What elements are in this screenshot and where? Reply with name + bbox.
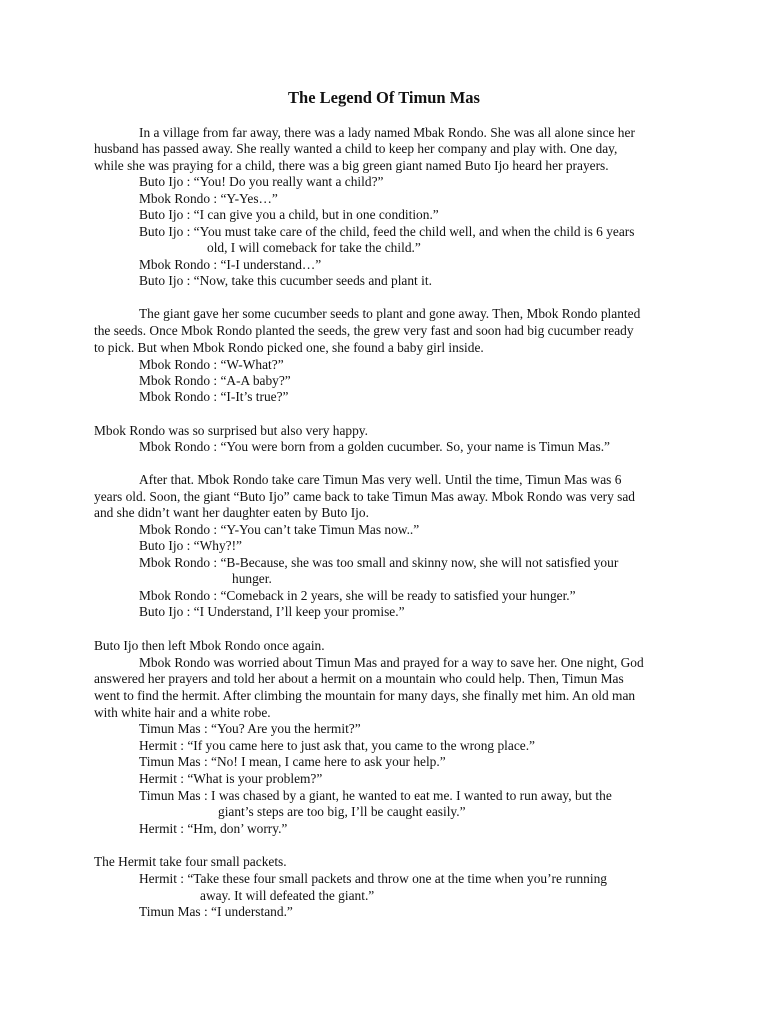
dialogue-line: Timun Mas : “No! I mean, I came here to ask your help.” bbox=[139, 754, 446, 769]
dialogue-line: Buto Ijo : “Why?!” bbox=[139, 538, 242, 553]
dialogue-line: Mbok Rondo : “Comeback in 2 years, she will be ready to satisfied your hunger.” bbox=[139, 588, 576, 603]
dialogue-line: Buto Ijo : “You! Do you really want a child?” bbox=[139, 174, 384, 189]
dialogue-line: Mbok Rondo : “A-A baby?” bbox=[139, 373, 291, 388]
dialogue-line: Buto Ijo : “I can give you a child, but in one condition.” bbox=[139, 207, 439, 222]
dialogue-continuation: giant’s steps are too big, I’ll be caught easily.” bbox=[218, 804, 466, 819]
text-line: Mbok Rondo was so surprised but also very happy. bbox=[94, 423, 368, 438]
dialogue-line: Mbok Rondo : “I-I understand…” bbox=[139, 257, 322, 272]
dialogue-line: Mbok Rondo : “Y-Yes…” bbox=[139, 191, 278, 206]
text-line: The Hermit take four small packets. bbox=[94, 854, 287, 869]
dialogue-line: Hermit : “Take these four small packets and throw one at the time when you’re running bbox=[139, 871, 607, 886]
text-line: Mbok Rondo was worried about Timun Mas and prayed for a way to save her. One night, God bbox=[139, 655, 644, 670]
text-line: the seeds. Once Mbok Rondo planted the seeds, the grew very fast and soon had big cucumber ready bbox=[94, 323, 634, 338]
dialogue-line: Mbok Rondo : “W-What?” bbox=[139, 357, 284, 372]
dialogue-line: Timun Mas : I was chased by a giant, he wanted to eat me. I wanted to run away, but the bbox=[139, 788, 612, 803]
dialogue-line: Buto Ijo : “You must take care of the child, feed the child well, and when the child is 6 years bbox=[139, 224, 635, 239]
dialogue-continuation: away. It will defeated the giant.” bbox=[200, 888, 375, 903]
text-line: to pick. But when Mbok Rondo picked one, she found a baby girl inside. bbox=[94, 340, 484, 355]
text-line: while she was praying for a child, there was a big green giant named Buto Ijo heard her prayers. bbox=[94, 158, 609, 173]
text-line: with white hair and a white robe. bbox=[94, 705, 271, 720]
dialogue-line: Mbok Rondo : “B-Because, she was too small and skinny now, she will not satisfied your bbox=[139, 555, 619, 570]
document-title: The Legend Of Timun Mas bbox=[288, 88, 480, 107]
text-line: husband has passed away. She really wanted a child to keep her company and play with. One day, bbox=[94, 141, 618, 156]
dialogue-line: Timun Mas : “I understand.” bbox=[139, 904, 293, 919]
text-line: The giant gave her some cucumber seeds to plant and gone away. Then, Mbok Rondo planted bbox=[139, 306, 641, 321]
text-line: Buto Ijo then left Mbok Rondo once again. bbox=[94, 638, 325, 653]
dialogue-continuation: hunger. bbox=[232, 571, 272, 586]
dialogue-continuation: old, I will comeback for take the child.” bbox=[207, 240, 421, 255]
dialogue-line: Hermit : “If you came here to just ask that, you came to the wrong place.” bbox=[139, 738, 535, 753]
dialogue-line: Hermit : “What is your problem?” bbox=[139, 771, 323, 786]
text-line: and she didn’t want her daughter eaten by Buto Ijo. bbox=[94, 505, 369, 520]
text-line: In a village from far away, there was a lady named Mbak Rondo. She was all alone since her bbox=[139, 125, 635, 140]
dialogue-line: Hermit : “Hm, don’ worry.” bbox=[139, 821, 288, 836]
dialogue-line: Mbok Rondo : “Y-You can’t take Timun Mas now..” bbox=[139, 522, 420, 537]
dialogue-line: Mbok Rondo : “I-It’s true?” bbox=[139, 389, 289, 404]
text-line: answered her prayers and told her about a hermit on a mountain who could help. Then, Timun Mas bbox=[94, 671, 624, 686]
text-line: went to find the hermit. After climbing the mountain for many days, she finally met him. An old man bbox=[94, 688, 636, 703]
text-line: After that. Mbok Rondo take care Timun Mas very well. Until the time, Timun Mas was 6 bbox=[139, 472, 622, 487]
dialogue-line: Buto Ijo : “I Understand, I’ll keep your promise.” bbox=[139, 604, 405, 619]
text-line: years old. Soon, the giant “Buto Ijo” came back to take Timun Mas away. Mbok Rondo was very sad bbox=[94, 489, 635, 504]
dialogue-line: Buto Ijo : “Now, take this cucumber seeds and plant it. bbox=[139, 273, 432, 288]
dialogue-line: Mbok Rondo : “You were born from a golden cucumber. So, your name is Timun Mas.” bbox=[139, 439, 610, 454]
dialogue-line: Timun Mas : “You? Are you the hermit?” bbox=[139, 721, 361, 736]
